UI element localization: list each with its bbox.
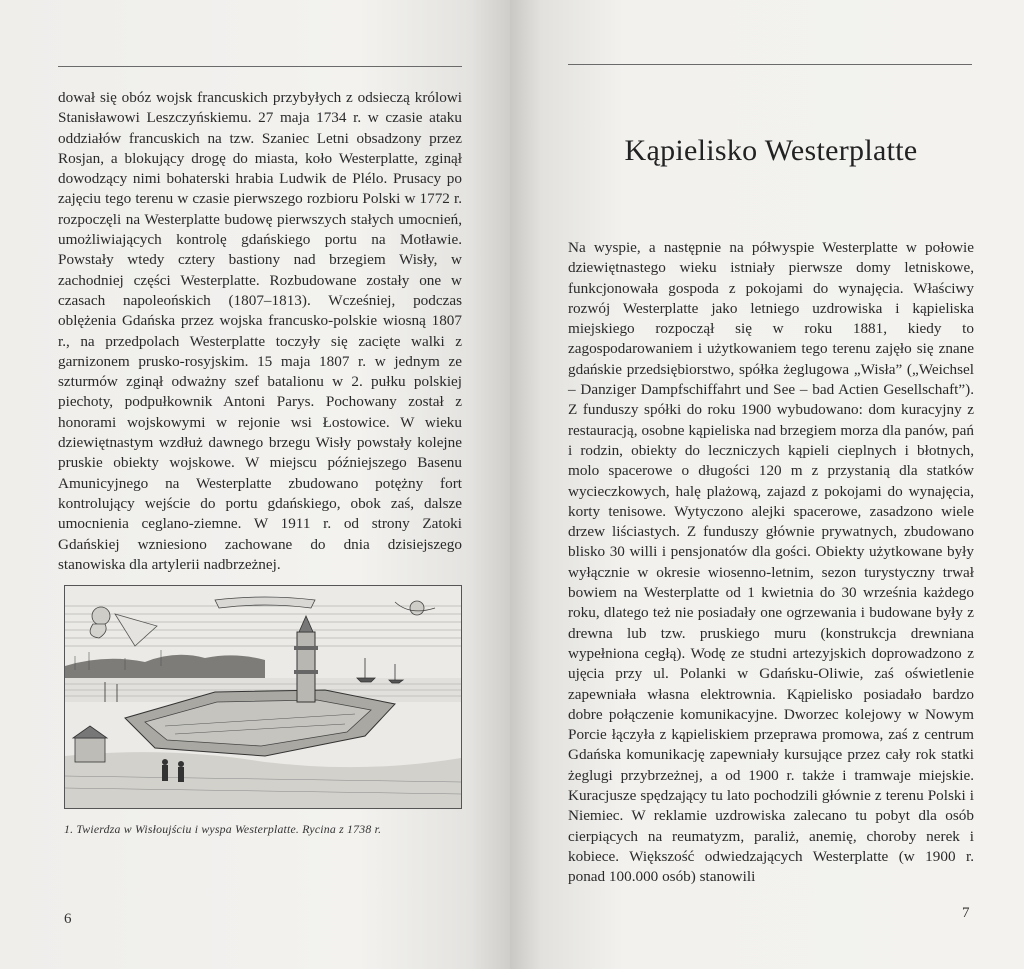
left-page bbox=[0, 0, 510, 969]
right-paragraph: Na wyspie, a następnie na półwyspie Westerplatte w połowie dziewiętnastego wieku istniały pierwsze domy letniskowe, funkcjonowała gospoda z pokojami do wynajęcia. Właściwy rozwój Westerplatte jako letniego uzdrowiska i kąpieliska miejskiego rozpoczął się w roku 1881, kiedy to zagospodarowaniem i użytkowaniem tego terenu zajęło się znane gdańskie przedsiębiorstwo, spółka żeglugowa „Wisła” („Weichsel – Danziger Dampfschiffahrt und See – bad Actien Gesellschaft”). Z funduszy spółki do roku 1900 wybudowano: dom kuracyjny z restauracją, osobne kąpieliska nad brzegiem morza dla panów, pań i rodzin, obiekty do leczniczych kąpieli cieplnych i błotnych, molo spacerowe o długości 120 m z przystanią dla statków wycieczkowych, halę plażową, zajazd z pokojami do wynajęcia, korty tenisowe. Wytyczono alejki spacerowe, zasadzono wiele drzew liściastych. Z funduszy głównie prywatnych, zbudowano blisko 30 willi i pensjonatów dla gości. Obiekty użytkowane były wyłącznie w okresie wiosenno-letnim, sezon turystyczny trwał bowiem na Westerplatte od 1 kwietnia do 30 września każdego roku, dlatego też nie posiadały one ogrzewania i budowane były z drewna lub tzw. pruskiego muru (konstrukcja drewniana wypełniona cegłą). Wodę ze studni artezyjskich doprowadzono z ujęcia przy ul. Polanki w Gdańsku-Oliwie, zaś oświetlenie zapewniała własna elektrownia. Kąpielisko posiadało bardzo dobre połączenie komunikacyjne. Dworzec kolejowy w Nowym Porcie łączyła z kąpieliskiem przeprawa promowa, zaś z centrum Gdańska komunikację zapewniały kursujące przez cały rok statki żeglugi przybrzeżnej, a od 1900 r. także i tramwaje miejskie. Kuracjusze spędzający tu lato pochodzili głównie z terenu Polski i Niemiec. W reklamie uzdrowiska zalecano tu pobyt dla osób cierpiących na reumatyzm, paraliż, anemię, choroby nerek i kobiece. Większość odwiedzających Westerplatte (w 1900 r. ponad 100.000 osób) stanowili bbox=[568, 239, 974, 886]
figure-caption: 1. Twierdza w Wisłoujściu i wyspa Westerplatte. Rycina z 1738 r. bbox=[64, 822, 382, 836]
engraving-fortress-illustration bbox=[65, 586, 461, 808]
page-number-right: 7 bbox=[962, 905, 970, 921]
chapter-title: Kąpielisko Westerplatte bbox=[624, 134, 918, 167]
left-paragraph: dował się obóz wojsk francuskich przybyłych z odsieczą królowi Stanisławowi Leszczyńskiemu. 27 maja 1734 r. w czasie ataku oddziałów francuskich na tzw. Szaniec Letni obsadzony przez Rosjan, a blokujący drogę do miasta, koło Westerplatte, zginął dowodzący nimi bohaterski hrabia Ludwik de Plélo. Prusacy po zajęciu tego terenu w czasie pierwszego rozbioru Polski w 1772 r. rozpoczęli na Westerplatte budowę pierwszych stałych umocnień, umożliwiających kontrolę gdańskiego portu na Motławie. Powstały wtedy cztery bastiony nad brzegiem Wisły, w zachodniej części Westerplatte. Rozbudowane zostały one w czasach napoleońskich (1807–1813). Wcześniej, podczas oblężenia Gdańska przez wojska francusko-polskie wiosną 1807 r., na przedpolach Westerplatte toczyły się zacięte walki z garnizonem prusko-rosyjskim. 15 maja 1807 r. w jednym ze szturmów zginął odważny szef batalionu w 2. pułku polskiej piechoty, podpułkownik Antoni Parys. Pochowany został z honorami wojskowymi w rejonie wsi Łostowice. W wieku dziewiętnastym wzdłuż dawnego brzegu Wisły powstały kolejne pruskie obiekty wojskowe. W miejscu późniejszego Basenu Amunicyjnego na Westerplatte zbudowano potężny fort kontrolujący wejście do portu gdańskiego, obok zaś, dalsze umocnienia ceglano-ziemne. W 1911 r. od strony Zatoki Gdańskiej wzniesiono zachowane do dnia dzisiejszego stanowiska dla artylerii nadbrzeżnej. bbox=[58, 89, 462, 573]
page-number-left: 6 bbox=[64, 911, 72, 927]
header-rule bbox=[568, 64, 972, 65]
left-body-text bbox=[58, 88, 462, 575]
right-page bbox=[510, 0, 1024, 969]
header-rule bbox=[58, 66, 462, 67]
fortress-engraving-figure bbox=[64, 585, 462, 809]
right-body-text bbox=[568, 238, 974, 888]
